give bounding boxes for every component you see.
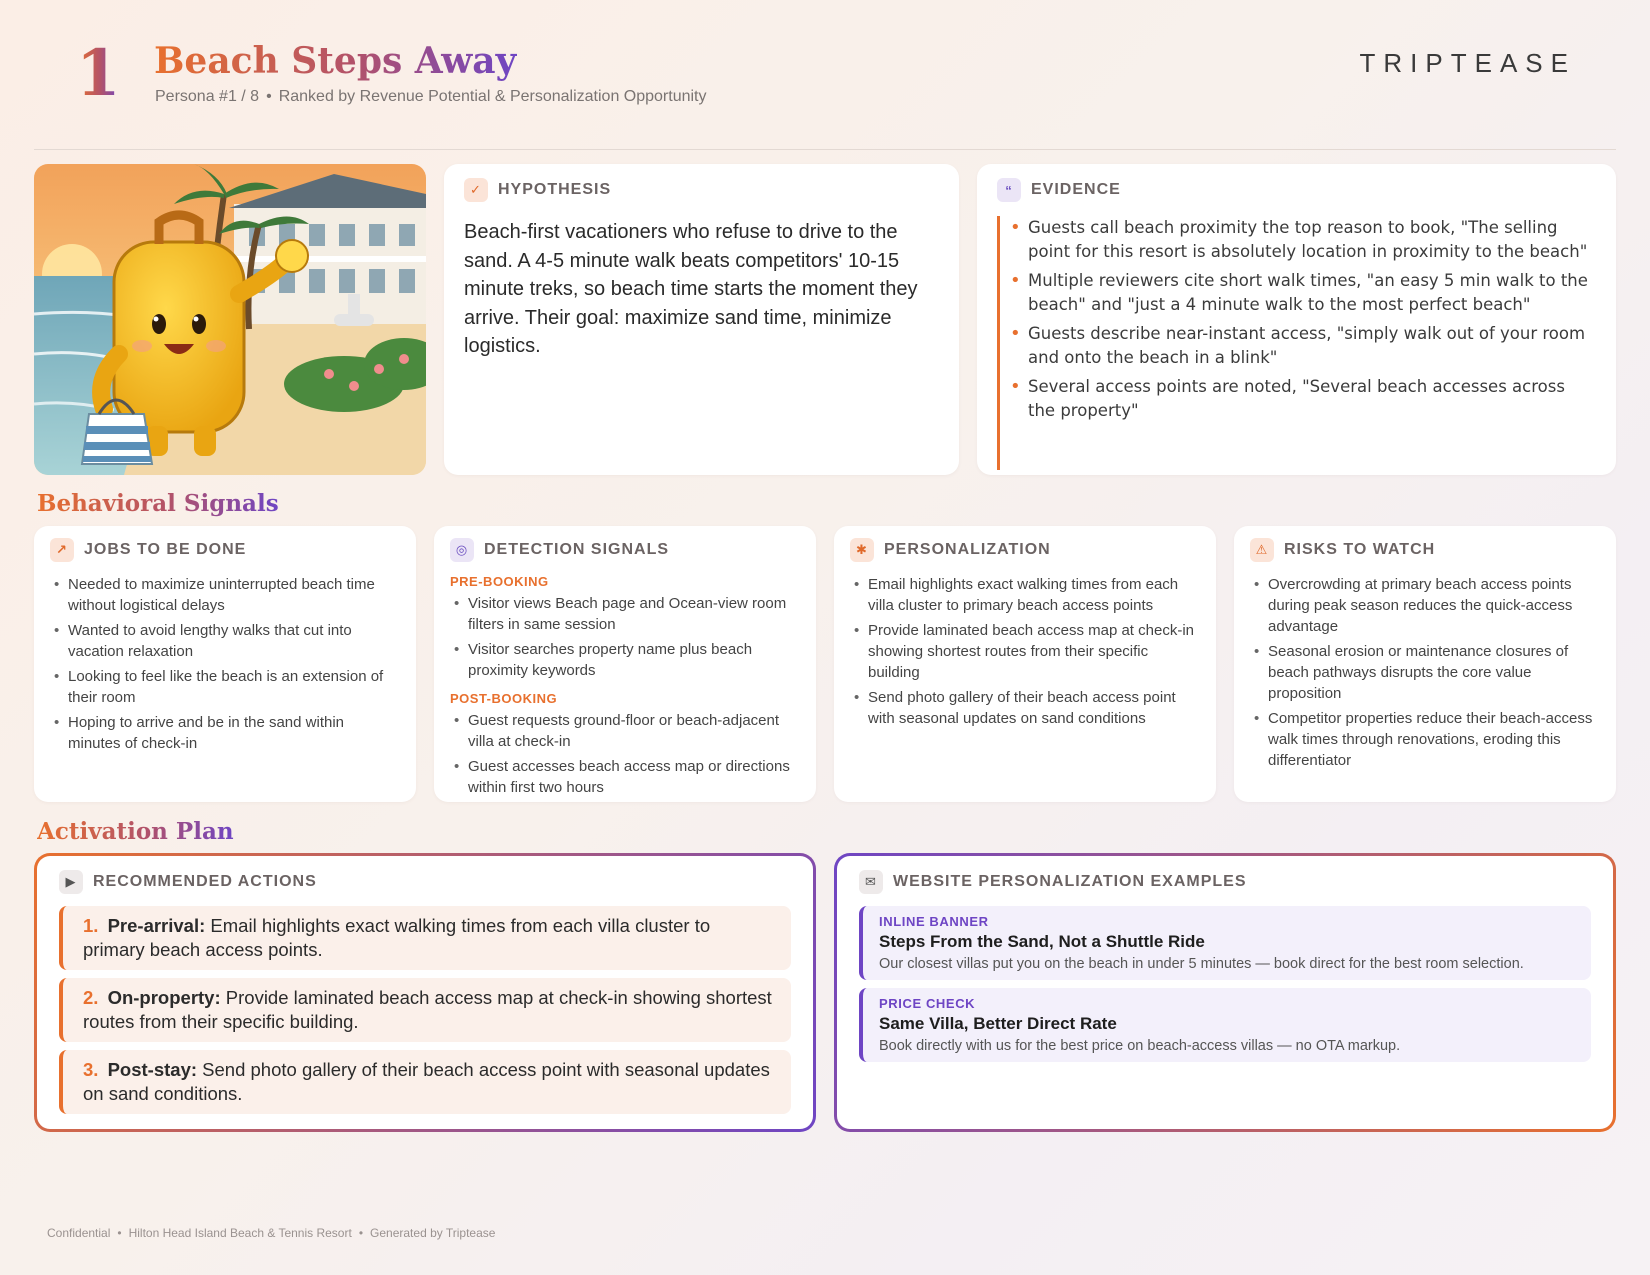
action-text: Send photo gallery of their beach access point with seasonal updates on sand conditions.	[83, 1059, 770, 1104]
asterisk-icon: ✱	[850, 538, 874, 562]
hypothesis-text: Beach-first vacationers who refuse to drive to the sand. A 4-5 minute walk beats competitors' 10-15 minute treks, so beach time starts the moment they arrive. Their goal: maximize sand time, minimize logistics.	[464, 221, 918, 357]
jobs-heading	[50, 538, 400, 562]
risks-card	[1234, 526, 1616, 802]
personalization-title: PERSONALIZATION	[884, 541, 1051, 558]
ranking-note: Ranked by Revenue Potential & Personalization Opportunity	[278, 88, 707, 105]
pre-booking-label: PRE-BOOKING	[450, 574, 549, 589]
action-label: Post-stay:	[107, 1059, 198, 1080]
example-body: Our closest villas put you on the beach in under 5 minutes — book direct for the best room selection.	[879, 956, 1524, 972]
separator-dot: •	[117, 1226, 122, 1240]
jobs-to-be-done-card	[34, 526, 416, 802]
evidence-item: • Guests call beach proximity the top reason to book, "The selling point for this resort is absolutely location in proximity to the beach"	[1028, 216, 1596, 264]
page-header	[34, 36, 1616, 150]
recommended-actions-body	[37, 856, 813, 1129]
personalization-card	[834, 526, 1216, 802]
hypothesis-title: HYPOTHESIS	[498, 181, 612, 198]
action-label: Pre-arrival:	[107, 915, 206, 936]
personalization-list	[850, 574, 1200, 729]
list-item: • Hoping to arrive and be in the sand within minutes of check-in	[50, 712, 400, 754]
risks-list	[1250, 574, 1600, 771]
quote-icon: “	[997, 178, 1021, 202]
evidence-heading	[997, 178, 1596, 202]
activation-plan-title: Activation Plan	[37, 818, 234, 845]
check-icon: ✓	[464, 178, 488, 202]
action-text: Email highlights exact walking times from each villa cluster to primary beach access points.	[83, 915, 711, 960]
warning-icon: ⚠	[1250, 538, 1274, 562]
list-item: • Seasonal erosion or maintenance closures of beach pathways disrupts the core value proposition	[1250, 641, 1600, 704]
persona-number: 1	[76, 36, 121, 111]
pre-booking-list	[450, 593, 800, 681]
example-card	[859, 906, 1591, 980]
example-headline: Same Villa, Better Direct Rate	[879, 1014, 1117, 1033]
list-item: • Provide laminated beach access map at check-in showing shortest routes from their specific building	[850, 620, 1200, 683]
website-personalization-body	[837, 856, 1613, 1129]
list-item: • Overcrowding at primary beach access points during peak season reduces the quick-access advantage	[1250, 574, 1600, 637]
list-item: • Competitor properties reduce their beach-access walk times through renovations, eroding this differentiator	[1250, 708, 1600, 771]
action-label: On-property:	[107, 987, 221, 1008]
separator-dot: •	[358, 1226, 364, 1240]
list-item: • Needed to maximize uninterrupted beach time without logistical delays	[50, 574, 400, 616]
detection-title: DETECTION SIGNALS	[484, 541, 670, 558]
post-booking-label: POST-BOOKING	[450, 691, 558, 706]
jobs-list	[50, 574, 400, 754]
list-item: • Guest requests ground-floor or beach-adjacent villa at check-in	[450, 710, 800, 752]
footer-property: Hilton Head Island Beach & Tennis Resort	[128, 1226, 352, 1240]
evidence-card	[977, 164, 1616, 475]
envelope-icon: ✉	[859, 870, 883, 894]
separator-dot: •	[266, 88, 272, 105]
post-booking-list	[450, 710, 800, 798]
evidence-list	[1028, 216, 1596, 423]
action-number: 1.	[83, 915, 99, 936]
page-footer	[47, 1226, 495, 1240]
list-item: • Visitor views Beach page and Ocean-view room filters in same session	[450, 593, 800, 635]
action-text: Provide laminated beach access map at check-in showing shortest routes from their specific building.	[83, 987, 772, 1032]
hypothesis-heading	[464, 178, 939, 202]
evidence-item: • Guests describe near-instant access, "simply walk out of your room and onto the beach in a blink"	[1028, 322, 1596, 370]
example-type: INLINE BANNER	[879, 914, 989, 929]
action-item	[59, 1050, 791, 1114]
website-title: WEBSITE PERSONALIZATION EXAMPLES	[893, 873, 1247, 890]
page-title: Beach Steps Away	[154, 40, 517, 82]
list-item: • Wanted to avoid lengthy walks that cut into vacation relaxation	[50, 620, 400, 662]
jobs-title: JOBS TO BE DONE	[84, 541, 247, 558]
footer-generated: Generated by Triptease	[370, 1226, 496, 1240]
action-item	[59, 906, 791, 970]
evidence-title: EVIDENCE	[1031, 181, 1121, 198]
brand-logo: TRIPTEASE	[1359, 48, 1576, 78]
list-item: • Guest accesses beach access map or directions within first two hours	[450, 756, 800, 798]
behavioral-signals-title: Behavioral Signals	[37, 490, 279, 517]
list-item: • Email highlights exact walking times from each villa cluster to primary beach access points	[850, 574, 1200, 616]
hypothesis-card	[444, 164, 959, 475]
action-number: 2.	[83, 987, 99, 1008]
play-icon: ▶	[59, 870, 83, 894]
website-personalization-panel	[834, 853, 1616, 1132]
detection-heading	[450, 538, 800, 562]
example-body: Book directly with us for the best price on beach-access villas — no OTA markup.	[879, 1038, 1401, 1054]
evidence-item: • Multiple reviewers cite short walk times, "an easy 5 min walk to the beach" and "just a 4 minute walk to the most perfect beach"	[1028, 269, 1596, 317]
risks-heading	[1250, 538, 1600, 562]
list-item: • Visitor searches property name plus beach proximity keywords	[450, 639, 800, 681]
recommended-actions-panel	[34, 853, 816, 1132]
list-item: • Send photo gallery of their beach access point with seasonal updates on sand conditions	[850, 687, 1200, 729]
arrow-up-right-icon: ↗	[50, 538, 74, 562]
action-number: 3.	[83, 1059, 99, 1080]
detection-signals-card	[434, 526, 816, 802]
example-type: PRICE CHECK	[879, 996, 976, 1011]
example-card	[859, 988, 1591, 1062]
persona-illustration	[34, 164, 426, 475]
risks-title: RISKS TO WATCH	[1284, 541, 1436, 558]
evidence-item: • Several access points are noted, "Several beach accesses across the property"	[1028, 375, 1596, 423]
list-item: • Looking to feel like the beach is an extension of their room	[50, 666, 400, 708]
action-item	[59, 978, 791, 1042]
evidence-quotes	[997, 216, 1596, 470]
example-headline: Steps From the Sand, Not a Shuttle Ride	[879, 932, 1205, 951]
recommended-heading	[59, 870, 791, 894]
website-heading	[859, 870, 1591, 894]
page-subtitle	[155, 88, 707, 106]
footer-confidential: Confidential	[47, 1226, 111, 1240]
persona-index: Persona #1 / 8	[155, 88, 260, 105]
target-icon: ◎	[450, 538, 474, 562]
recommended-title: RECOMMENDED ACTIONS	[93, 873, 317, 890]
personalization-heading	[850, 538, 1200, 562]
